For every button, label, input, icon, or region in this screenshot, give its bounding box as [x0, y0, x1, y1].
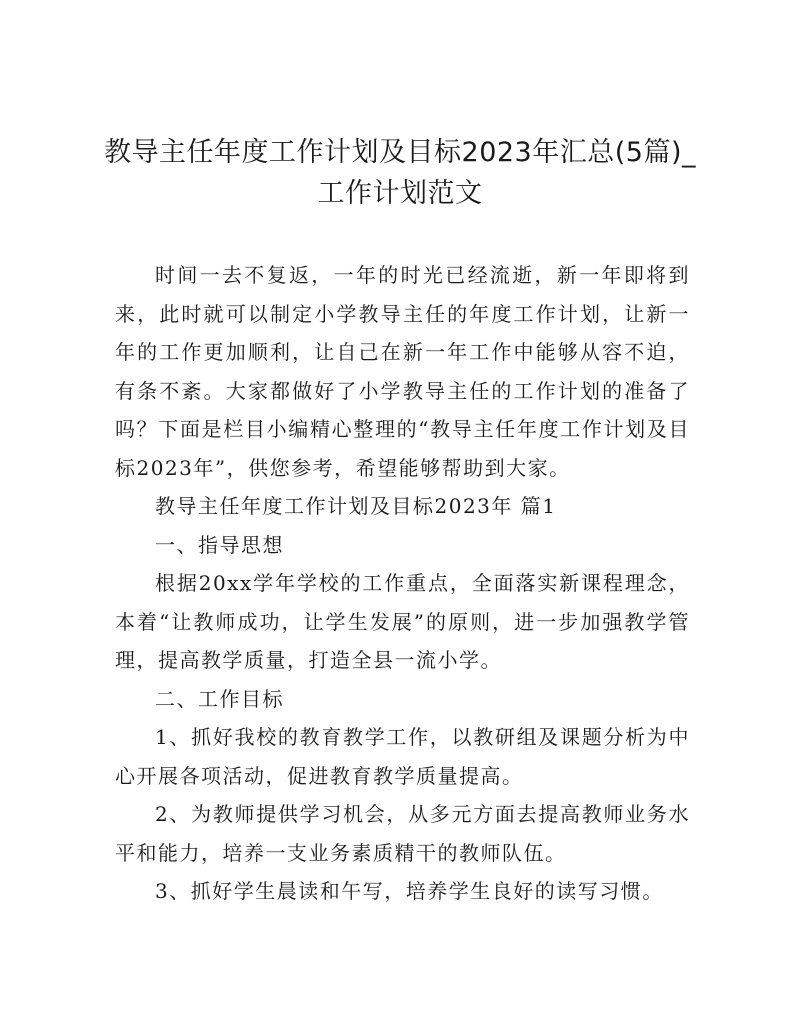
guiding-ideology-paragraph: 根据20xx学年学校的工作重点，全面落实新课程理念，本着“让教师成功，让学生发展”的原则，进一步加强教学管理，提高教学质量，打造全县一流小学。: [115, 571, 690, 672]
goal-item-1: 1、抓好我校的教育教学工作，以教研组及课题分析为中心开展各项活动，促进教育教学质量提高。: [115, 725, 690, 788]
goal-item-3: 3、抓好学生晨读和午写，培养学生良好的读写习惯。: [155, 879, 664, 903]
subheading-work-goals: 二、工作目标: [155, 686, 284, 711]
subheading-guiding-ideology: 一、指导思想: [155, 532, 284, 557]
document-title: 教导主任年度工作计划及目标2023年汇总(5篇)_工作计划范文: [104, 137, 696, 209]
section-heading: 教导主任年度工作计划及目标2023年 篇1: [155, 494, 557, 518]
goal-item-2: 2、为教师提供学习机会，从多元方面去提高教师业务水平和能力，培养一支业务素质精干的教师队伍。: [115, 802, 690, 865]
document-body: [115, 256, 690, 911]
intro-paragraph: 时间一去不复返，一年的时光已经流逝，新一年即将到来，此时就可以制定小学教导主任的年度工作计划，让新一年的工作更加顺利，让自己在新一年工作中能够从容不迫，有条不紊。大家都做好了小学教导主任的工作计划的准备了吗？下面是栏目小编精心整理的“教导主任年度工作计划及目标2023年”，供您参考，希望能够帮助到大家。: [115, 263, 690, 480]
